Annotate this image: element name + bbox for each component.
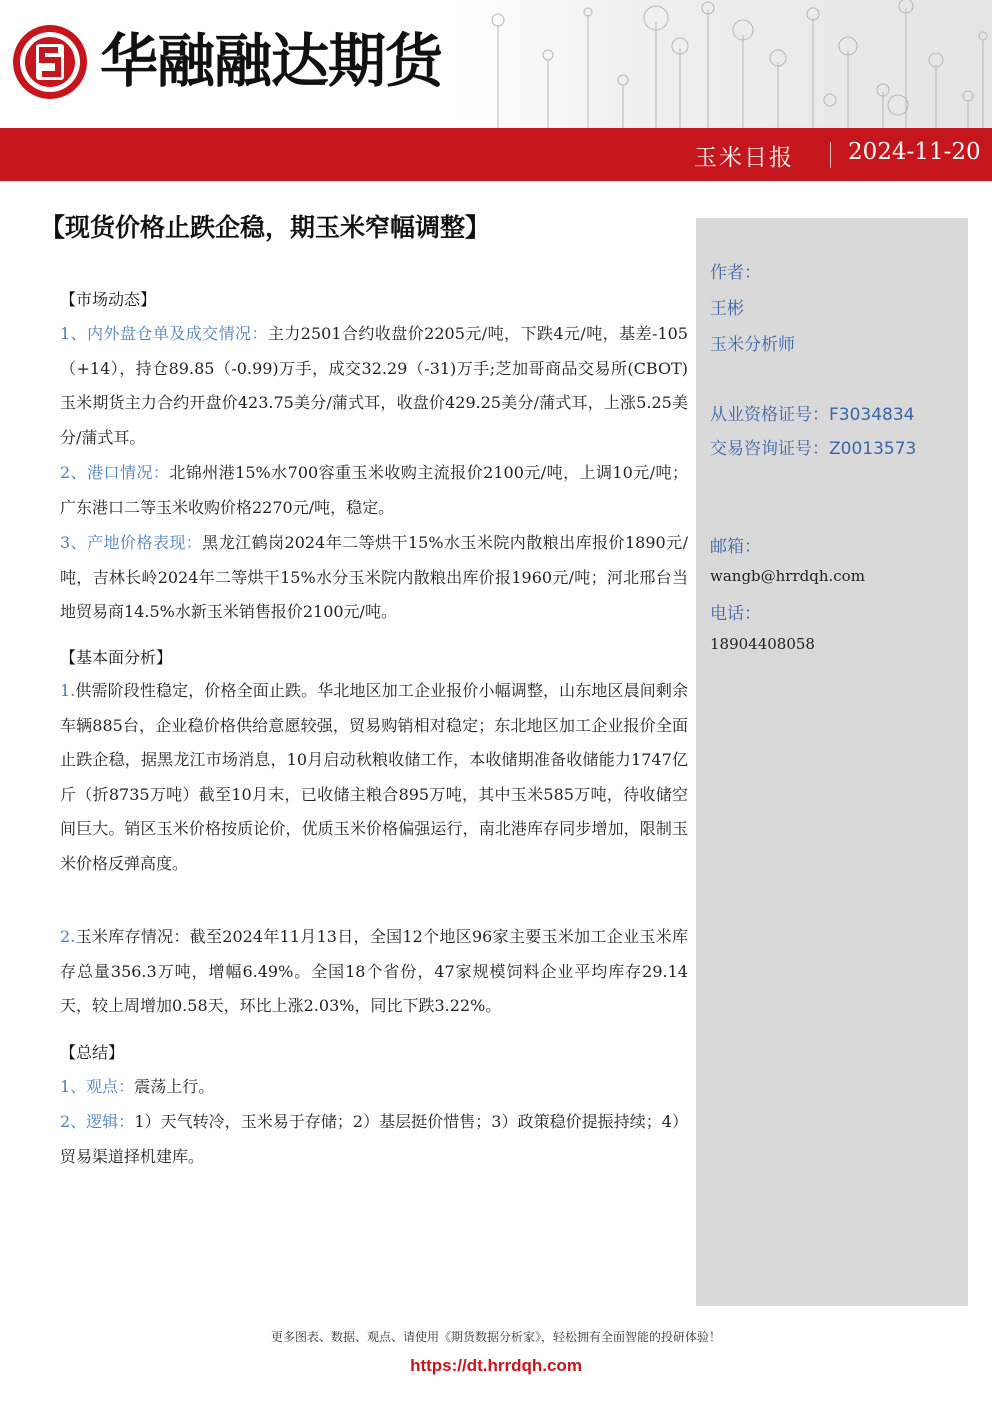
author-name: 王彬 bbox=[710, 299, 744, 319]
market-p1-lead: 1、内外盘仓单及成交情况： bbox=[60, 324, 268, 343]
author-role: 玉米分析师 bbox=[710, 335, 795, 355]
banner-divider bbox=[830, 142, 831, 168]
fundamental-paragraph-2 bbox=[60, 920, 688, 1024]
market-p1-body: 主力2501合约收盘价2205元/吨，下跌4元/吨，基差-105（+14），持仓89.85（-0.99)万手，成交32.29（-31)万手;芝加哥商品交易所(CBOT)玉米期货主力合约开盘价423.75美分/蒲式耳，收盘价429.25美分/蒲式耳，上涨5.25美分/蒲式耳。 bbox=[60, 324, 688, 447]
fundamental-paragraph-1 bbox=[60, 674, 688, 881]
author-sidebar bbox=[696, 218, 968, 1306]
consult-number bbox=[710, 434, 916, 459]
logo-icon bbox=[10, 22, 90, 102]
header-decoration bbox=[458, 0, 992, 130]
section-heading-fundamental: 【基本面分析】 bbox=[60, 648, 173, 667]
phone-number: 18904408058 bbox=[710, 635, 815, 653]
market-paragraph-1 bbox=[60, 317, 688, 455]
market-p3-body: 黑龙江鹤岗2024年二等烘干15%水玉米院内散粮出库报价1890元/吨，吉林长岭2024年二等烘干15%水分玉米院内散粮出库价报1960元/吨；河北邢台当地贸易商14.5%水新玉米销售报价2100元/吨。 bbox=[60, 533, 688, 621]
qualification-label: 从业资格证号： bbox=[710, 405, 829, 425]
fundamental-p2-body: 玉米库存情况：截至2024年11月13日，全国12个地区96家主要玉米加工企业玉米库存总量356.3万吨，增幅6.49%。全国18个省份，47家规模饲料企业平均库存29.14天，较上周增加0.58天，环比上涨2.03%，同比下跌3.22%。 bbox=[60, 927, 688, 1015]
summary-paragraph-2 bbox=[60, 1105, 688, 1174]
summary-p2-lead: 2、逻辑： bbox=[60, 1112, 135, 1131]
footer-link[interactable]: https://dt.hrrdqh.com bbox=[410, 1356, 582, 1375]
email-address[interactable]: wangb@hrrdqh.com bbox=[710, 567, 865, 585]
summary-paragraph-1 bbox=[60, 1070, 688, 1105]
report-date: 2024-11-20 bbox=[848, 139, 981, 165]
fundamental-p2-lead: 2. bbox=[60, 927, 76, 946]
qualification-value: F3034834 bbox=[829, 405, 915, 425]
report-title: 【现货价格止跌企稳，期玉米窄幅调整】 bbox=[40, 213, 491, 242]
consult-label: 交易咨询证号： bbox=[710, 439, 829, 459]
market-p2-lead: 2、港口情况： bbox=[60, 463, 170, 482]
summary-p1-lead: 1、观点： bbox=[60, 1077, 135, 1096]
report-banner bbox=[0, 128, 992, 181]
summary-p2-body: 1）天气转冷，玉米易于存储；2）基层挺价惜售；3）政策稳价提振持续；4）贸易渠道择机建库。 bbox=[60, 1112, 688, 1166]
fundamental-p1-lead: 1. bbox=[60, 681, 76, 700]
fundamental-p1-body: 供需阶段性稳定，价格全面止跌。华北地区加工企业报价小幅调整，山东地区晨间剩余车辆885台，企业稳价格供给意愿较强，贸易购销相对稳定；东北地区加工企业报价全面止跌企稳，据黑龙江市场消息，10月启动秋粮收储工作，本收储期准备收储能力1747亿斤（折8735万吨）截至10月末，已收储主粮合895万吨，其中玉米585万吨，待收储空间巨大。销区玉米价格按质论价，优质玉米价格偏强运行，南北港库存同步增加，限制玉米价格反弹高度。 bbox=[60, 681, 688, 873]
qualification-number bbox=[710, 400, 915, 425]
market-paragraph-3 bbox=[60, 526, 688, 630]
market-p3-lead: 3、产地价格表现： bbox=[60, 533, 203, 552]
section-heading-summary: 【总结】 bbox=[60, 1043, 125, 1062]
email-label: 邮箱： bbox=[710, 537, 761, 557]
market-p2-body: 北锦州港15%水700容重玉米收购主流报价2100元/吨，上调10元/吨；广东港口二等玉米收购价格2270元/吨，稳定。 bbox=[60, 463, 688, 517]
market-paragraph-2 bbox=[60, 456, 688, 525]
author-label: 作者： bbox=[710, 263, 761, 283]
consult-value: Z0013573 bbox=[829, 439, 917, 459]
company-name: 华融融达期货 bbox=[100, 27, 443, 95]
footer-note: 更多图表、数据、观点、请使用《期货数据分析家》，轻松拥有全面智能的投研体验！ bbox=[270, 1330, 721, 1344]
phone-label: 电话： bbox=[710, 604, 761, 624]
report-name: 玉米日报 bbox=[694, 145, 794, 171]
section-heading-market: 【市场动态】 bbox=[60, 290, 157, 309]
summary-p1-body: 震荡上行。 bbox=[134, 1077, 215, 1096]
company-logo bbox=[10, 22, 90, 102]
decorative-network-graphic bbox=[458, 0, 992, 130]
